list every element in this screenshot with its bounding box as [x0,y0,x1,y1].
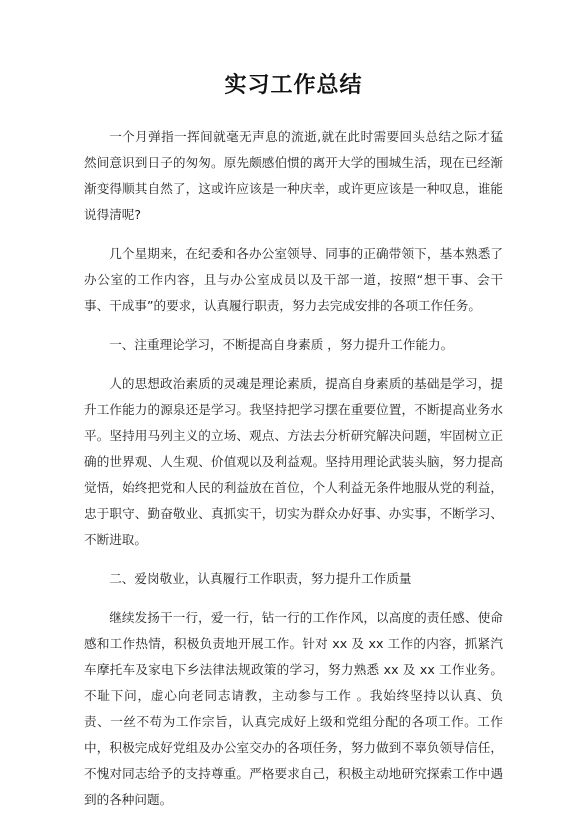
document-body [84,124,503,813]
paragraph-work-duties: 继续发扬干一行，爱一行，钻一行的工作作风，以高度的责任感、使命感和工作热情，积极负责地开展工作。针对 xx 及 xx 工作的内容，抓紧汽车摩托车及家电下乡法律法规政策的学习，努力熟悉 xx 及 xx 工作业务。不耻下问，虚心向老同志请教，主动参与工作 。我始终坚持以认真、负责、一丝不苟为工作宗旨，认真完成好上级和党组分配的各项工作。工作中，积极完成好党组及办公室交办的各项任务，努力做到不辜负领导信任，不愧对同志给予的支持尊重。严格要求自己，积极主动地研究探索工作中遇到的各种问题。 [84,610,503,807]
paragraph-intro: 一个月弹指一挥间就毫无声息的流逝,就在此时需要回头总结之际才猛然间意识到日子的匆匆。原先颇感伯惯的离开大学的围城生活，现在已经渐渐变得顺其自然了，这或许应该是一种庆幸，或许更应该是一种叹息，谁能说得清呢? [84,129,503,222]
section-heading-1: 一、注重理论学习，不断提高自身素质 ，努力提升工作能力。 [109,337,454,352]
paragraph-overview: 几个星期来，在纪委和各办公室领导、同事的正确带领下，基本熟悉了办公室的工作内容，且与办公室成员以及干部一道，按照“想干事、会干事、干成事”的要求，认真履行职责，努力去完成安排的各项工作任务。 [84,246,503,313]
document-title: 实习工作总结 [224,72,363,98]
paragraph-theory-study: 人的思想政治素质的灵魂是理论素质，提高自身素质的基础是学习，提升工作能力的源泉还是学习。我坚持把学习摆在重要位置，不断提高业务水平。坚持用马列主义的立场、观点、方法去分析研究解决问题，牢固树立正确的世界观、人生观、价值观以及利益观。坚持用理论武装头脑，努力提高觉悟，始终把党和人民的利益放在首位，个人利益无条件地服从党的利益，忠于职守、勤奋敬业、真抓实干，切实为群众办好事、办实事，不断学习、不断进取。 [84,376,503,547]
section-heading-2: 二、爱岗敬业，认真履行工作职责，努力提升工作质量 [109,571,412,586]
